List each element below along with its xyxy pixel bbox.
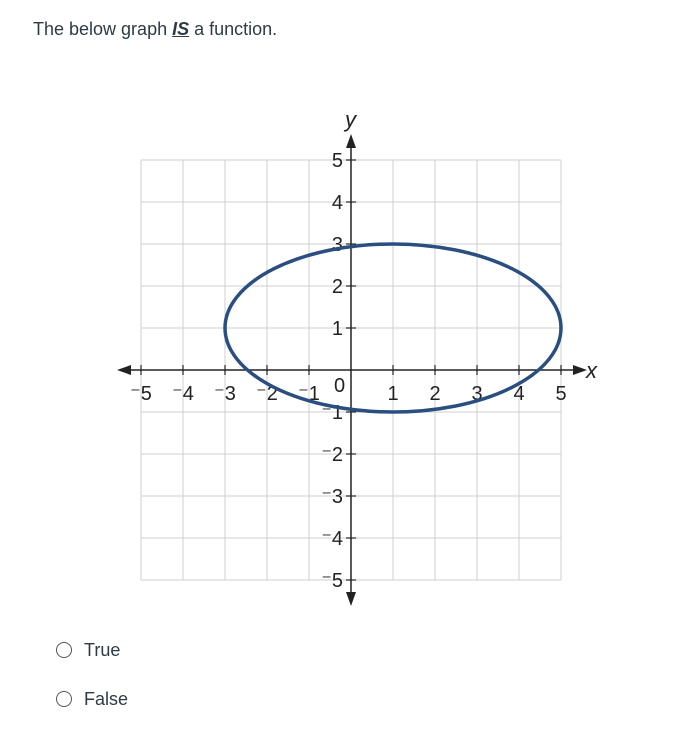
y-axis-label: y <box>345 107 356 132</box>
y-axis-arrow-down <box>346 592 356 606</box>
x-axis-arrow-left <box>117 365 131 375</box>
graph-tick-labels <box>130 150 566 592</box>
y-tick-label: ⁻5 <box>321 570 343 592</box>
y-tick-label: ⁻4 <box>321 528 343 550</box>
y-tick-label: ⁻2 <box>321 444 343 466</box>
y-tick-label: ⁻3 <box>321 486 343 508</box>
answer-label-true: True <box>84 639 121 660</box>
question-suffix: a function. <box>189 19 278 39</box>
question-prefix: The below graph <box>33 19 173 39</box>
y-axis-arrow-up <box>346 134 356 148</box>
radio-true[interactable] <box>56 642 72 658</box>
question-emphasis: IS <box>172 19 190 39</box>
x-tick-label: 1 <box>387 383 399 405</box>
answer-option-false[interactable] <box>56 687 128 711</box>
x-tick-label: ⁻4 <box>172 383 194 405</box>
x-tick-label: ⁻1 <box>298 383 320 405</box>
origin-label: 0 <box>334 375 346 397</box>
y-tick-label: 3 <box>331 234 343 256</box>
y-tick-label: 2 <box>331 276 343 298</box>
x-axis-label: x <box>586 358 597 383</box>
x-tick-label: ⁻2 <box>256 383 278 405</box>
graph-axes <box>117 134 587 606</box>
y-tick-label: 1 <box>331 318 343 340</box>
y-tick-label: ⁻1 <box>321 402 343 424</box>
x-tick-label: 5 <box>555 383 567 405</box>
x-tick-label: ⁻5 <box>130 383 152 405</box>
answer-label-false: False <box>84 688 129 709</box>
answer-option-true[interactable] <box>56 638 128 662</box>
y-tick-label: 5 <box>331 150 343 172</box>
x-axis-arrow-right <box>573 365 587 375</box>
x-tick-label: 3 <box>471 383 483 405</box>
x-tick-label: 4 <box>513 383 525 405</box>
answer-options <box>56 638 128 736</box>
x-tick-label: ⁻3 <box>214 383 236 405</box>
x-tick-label: 2 <box>429 383 441 405</box>
y-tick-label: 4 <box>331 192 343 214</box>
radio-false[interactable] <box>56 691 72 707</box>
